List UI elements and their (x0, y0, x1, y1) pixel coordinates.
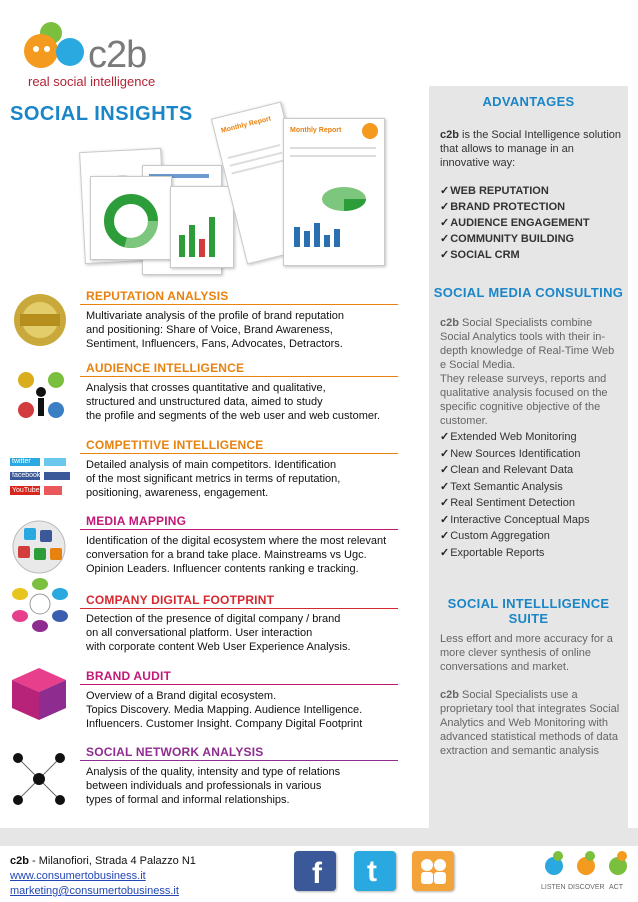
footer-bar (0, 828, 638, 846)
slogan-discover: DISCOVER (568, 884, 605, 891)
facebook-bar (44, 472, 70, 480)
suite-paragraph-2 (440, 688, 622, 758)
section-title-network-analysis: SOCIAL NETWORK ANALYSIS (86, 745, 264, 759)
audience-people-icon (12, 368, 70, 426)
divider-network-analysis (80, 760, 398, 761)
consulting-intro-text-2: They release surveys, reports and qualitative analysis focused on the specific cognitive objective of the customer. (440, 373, 608, 427)
check-icon: ✓ (440, 480, 450, 493)
section-text-reputation: Multivariate analysis of the profile of brand reputation and positioning: Share of Voice, Brand Awareness, Sentiment, Influencers, Fans, Advocates, Detractors. (86, 310, 345, 350)
list-item: ✓Exportable Reports (440, 546, 545, 559)
facebook-icon[interactable]: f (294, 851, 336, 891)
advantages-intro (440, 128, 622, 170)
list-item: ✓BRAND PROTECTION (440, 201, 566, 213)
divider-audience (80, 376, 398, 377)
section-title-competitive: COMPETITIVE INTELLIGENCE (86, 438, 264, 452)
facebook-badge: facebook (12, 472, 41, 479)
section-text-brand-audit: Overview of a Brand digital ecosystem. Topics Discovery. Media Mapping. Audience Intelligence. Influencers. Customer Insight. Company Digital Footprint (86, 690, 363, 730)
logo-dot-blue (56, 38, 84, 66)
check-icon: ✓ (440, 464, 450, 476)
divider-competitive (80, 453, 398, 454)
slogan-act: ACT (609, 884, 623, 891)
section-text-digital-footprint: Detection of the presence of digital company / brand on all conversational platform. User interaction with corporate content Web User Experience Analysis. (86, 613, 351, 653)
divider-reputation (80, 304, 398, 305)
listen-discover-act-icons (540, 850, 635, 886)
check-icon: ✓ (440, 233, 450, 245)
network-analysis-icon (8, 748, 70, 810)
divider-brand-audit (80, 684, 398, 685)
suite-brand: c2b (440, 689, 459, 701)
company-logo (10, 8, 160, 89)
suite-paragraph-2-text: Social Specialists use a proprietary tool that integrates Social Analytics and Web Monitoring with advanced statistical methods of data extraction and semantic analysis (440, 689, 620, 757)
suite-paragraph-1: Less effort and more accuracy for a more clever synthesis of online conversations and market. (440, 633, 613, 673)
logo-face-orange (24, 34, 58, 68)
section-title-brand-audit: BRAND AUDIT (86, 669, 172, 683)
list-item: ✓New Sources Identification (440, 447, 581, 460)
check-icon: ✓ (440, 513, 450, 526)
digital-footprint-wheel-icon (6, 574, 74, 634)
footer-brand: c2b (10, 855, 29, 867)
list-item: ✓AUDIENCE ENGAGEMENT (440, 217, 590, 229)
slogan-listen: LISTEN (541, 884, 566, 891)
consulting-intro (440, 316, 622, 428)
section-text-network-analysis: Analysis of the quality, intensity and type of relations between individuals and professionals in various types of formal and informal relationships. (86, 766, 341, 806)
monthly-report-cover-front (283, 118, 385, 266)
check-icon: ✓ (440, 447, 450, 460)
website-link[interactable]: www.consumertobusiness.it (10, 870, 146, 882)
logo-tagline: real social intelligence (28, 74, 156, 89)
twitter-icon[interactable]: t (354, 851, 396, 891)
check-icon: ✓ (440, 497, 450, 509)
check-icon: ✓ (440, 546, 450, 559)
twitter-badge: twitter (10, 458, 40, 466)
list-item: ✓SOCIAL CRM (440, 249, 520, 261)
report-pie-icon (284, 119, 384, 265)
footer-address: - Milanofiori, Strada 4 Palazzo N1 (28, 855, 196, 867)
donut-chart-icon (91, 177, 171, 259)
advantages-list (440, 183, 625, 263)
sidebar-panel (429, 86, 628, 828)
consulting-title: SOCIAL MEDIA CONSULTING (433, 285, 624, 300)
list-item: ✓Custom Aggregation (440, 530, 550, 542)
advantages-intro-text: is the Social Intelligence solution that allows to manage in an innovative way: (440, 129, 622, 169)
youtube-badge: YouTube (12, 487, 40, 494)
suite-title: SOCIAL INTELLLIGENCE SUITE (447, 596, 610, 626)
report-cover-label-back: Monthly Report (220, 115, 272, 135)
section-title-reputation: REPUTATION ANALYSIS (86, 289, 229, 303)
main-heading: SOCIAL INSIGHTS (10, 103, 193, 125)
list-item: ✓Extended Web Monitoring (440, 431, 577, 443)
check-icon: ✓ (440, 217, 450, 229)
consulting-intro-text: Social Specialists combine Social Analytics tools with their in-depth knowledge of Real-Time Web e Social Media. (440, 317, 615, 371)
check-icon: ✓ (440, 530, 450, 542)
logo-wordmark: c2b (88, 34, 147, 76)
list-item: ✓Real Sentiment Detection (440, 497, 575, 509)
list-item: ✓WEB REPUTATION (440, 185, 549, 197)
people-icon (412, 851, 454, 891)
section-title-digital-footprint: COMPANY DIGITAL FOOTPRINT (86, 593, 275, 607)
list-item: ✓COMMUNITY BUILDING (440, 233, 575, 245)
stumbleupon-icon[interactable] (412, 851, 454, 891)
advantages-brand: c2b (440, 129, 459, 141)
twitter-bar (44, 458, 66, 466)
logo-eye-left (33, 46, 39, 52)
check-icon: ✓ (440, 185, 450, 197)
consulting-brand: c2b (440, 317, 459, 329)
divider-digital-footprint (80, 608, 398, 609)
section-text-audience: Analysis that crosses quantitative and qualitative, structured and unstructured data, aimed to study the profile and segments of the web user and web customer. (86, 382, 381, 422)
section-title-media-mapping: MEDIA MAPPING (86, 514, 187, 528)
footer-contact (10, 854, 196, 899)
report-thumb-donut (90, 176, 172, 260)
social-media-globe-icon (8, 518, 70, 576)
check-icon: ✓ (440, 431, 450, 443)
section-title-audience: AUDIENCE INTELLIGENCE (86, 361, 245, 375)
section-text-media-mapping: Identification of the digital ecosystem where the most relevant conversation for a brand take place. Mainstreams vs Ugc. Opinion Leaders. Influencer contents ranking e tracking. (86, 535, 387, 575)
email-link[interactable]: marketing@consumertobusiness.it (10, 885, 179, 897)
list-item: ✓Interactive Conceptual Maps (440, 513, 590, 526)
laurel-award-icon (8, 290, 72, 350)
divider-media-mapping (80, 529, 398, 530)
section-text-competitive: Detailed analysis of main competitors. Identification of the most significant metrics in terms of reputation, positioning, awareness, engagement. (86, 459, 341, 499)
list-item: ✓Clean and Relevant Data (440, 464, 574, 476)
logo-eye-right (44, 46, 50, 52)
check-icon: ✓ (440, 201, 450, 213)
report-cover-label-front: Monthly Report (290, 127, 342, 134)
check-icon: ✓ (440, 249, 450, 261)
consulting-list (440, 429, 625, 561)
advantages-title: ADVANTAGES (482, 94, 575, 109)
brand-audit-cube-icon (8, 664, 70, 722)
report-thumb-bars (170, 186, 234, 268)
list-item: ✓Text Semantic Analysis (440, 480, 563, 493)
youtube-bar (44, 486, 62, 495)
footer-address-line (10, 854, 196, 869)
